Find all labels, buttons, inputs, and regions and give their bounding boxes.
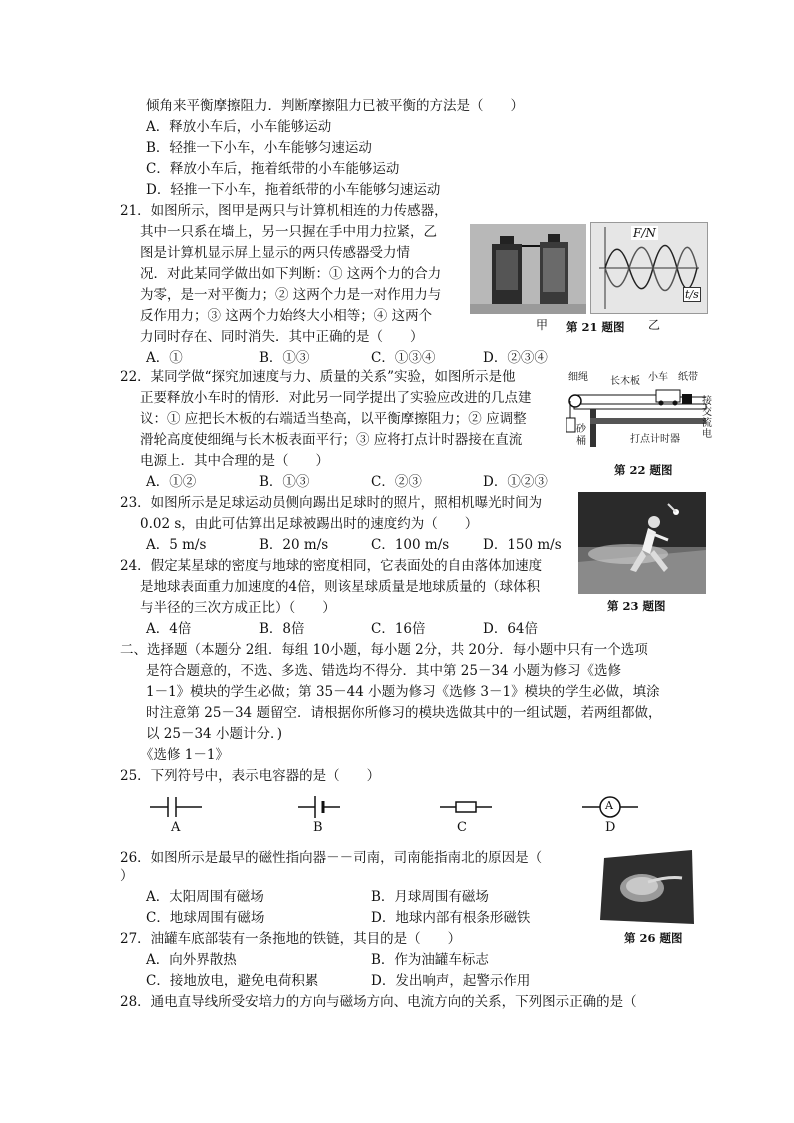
q24-line: 是地球表面重力加速度的4倍，则该星球质量是地球质量的（球体积	[140, 579, 541, 595]
q20-option-c: C．释放小车后，拖着纸带的小车能够运动	[146, 161, 400, 177]
section2-line: 时注意第 25－34 题留空．请根据你所修习的模块选做其中的一组试题，若两组都做，	[146, 705, 662, 721]
q26-option-a: A．太阳周围有磁场	[146, 889, 264, 905]
graph-ylabel: F/N	[633, 226, 656, 240]
fig26-caption: 第 26 题图	[624, 931, 683, 945]
q20-option-a: A．释放小车后，小车能够运动	[146, 119, 332, 135]
label-rope: 细绳	[568, 372, 588, 383]
q21-line: 其中一只系在墙上，另一只握在手中用力拉紧，乙	[140, 224, 437, 240]
fig21-left-label: 甲	[536, 318, 549, 332]
fig23-caption: 第 23 题图	[607, 599, 666, 613]
q25-line: 25．下列符号中，表示电容器的是（ ）	[120, 768, 381, 784]
label-sand: 砂	[576, 424, 586, 435]
q21-line: 反作用力；③ 这两个力始终大小相等；④ 这两个	[140, 308, 433, 324]
q24-line: 24．假定某星球的密度与地球的密度相同，它表面处的自由落体加速度	[120, 558, 543, 574]
q27-option-d: D．发出响声，起警示作用	[371, 973, 531, 989]
fig22-caption: 第 22 题图	[614, 463, 673, 477]
apparatus-diagram	[566, 366, 714, 462]
section2-line: 1－1》模块的学生必做；第 35－44 小题为修习《选修 3－1》模块的学生必做，填涂	[146, 684, 660, 700]
q22-line: 正要释放小车时的情形．对此另一同学提出了实验应改进的几点建	[140, 390, 532, 406]
label-board: 长木板	[610, 376, 640, 387]
q26-option-b: B．月球周围有磁场	[371, 889, 489, 905]
q23-option-c: C．100 m/s	[371, 537, 450, 553]
q23-option-a: A．5 m/s	[146, 537, 207, 553]
q27-option-b: B．作为油罐车标志	[371, 952, 489, 968]
q21-line: 图是计算机显示屏上显示的两只传感器受力情	[140, 245, 410, 261]
soccer-photo	[578, 492, 706, 594]
q22-option-a: A．①②	[146, 474, 197, 490]
q21-line: 21．如图所示，图甲是两只与计算机相连的力传感器，	[120, 203, 448, 219]
label-timer: 打点计时器	[630, 434, 680, 445]
symbol-label-a: A	[171, 820, 181, 835]
force-time-graph	[590, 222, 708, 314]
section2-line: 以 25－34 小题计分．)	[146, 726, 282, 742]
label-tape: 纸带	[678, 372, 698, 383]
symbol-label-d: D	[605, 820, 616, 835]
q24-option-c: C．16倍	[371, 621, 426, 637]
section2-line: 二、选择题（本题分 2组．每组 10小题，每小题 2分，共 20分．每小题中只有一个选项	[120, 642, 648, 658]
label-cart: 小车	[648, 372, 668, 383]
q23-option-b: B．20 m/s	[259, 537, 329, 553]
label-bucket: 桶	[576, 436, 586, 447]
q21-option-b: B．①③	[259, 350, 310, 366]
q27-line: 27．油罐车底部装有一条拖地的铁链，其目的是（ ）	[120, 931, 462, 947]
q23-option-d: D．150 m/s	[483, 537, 562, 553]
q20-option-b: B．轻推一下小车，小车能够匀速运动	[146, 140, 372, 156]
q22-option-c: C．②③	[371, 474, 422, 490]
fig21-caption: 第 21 题图	[566, 320, 625, 334]
q26-option-c: C．地球周围有磁场	[146, 910, 265, 926]
q21-option-a: A．①	[146, 350, 183, 366]
q21-line: 为零，是一对平衡力；② 这两个力是一对作用力与	[140, 287, 442, 303]
q22-line: 滑轮高度使细绳与长木板表面平行；③ 应将打点计时器接在直流	[140, 432, 523, 448]
symbol-label-c: C	[457, 820, 467, 835]
q27-option-c: C．接地放电，避免电荷积累	[146, 973, 319, 989]
q21-line: 况．对此某同学做出如下判断：① 这两个力的合力	[140, 266, 442, 282]
q23-line: 0.02 s，由此可估算出足球被踢出时的速度约为（ ）	[140, 516, 479, 532]
q20-line: 倾角来平衡摩擦阻力．判断摩擦阻力已被平衡的方法是（ ）	[146, 98, 524, 114]
q21-option-d: D．②③④	[483, 350, 548, 366]
q23-line: 23．如图所示是足球运动员侧向踢出足球时的照片，照相机曝光时间为	[120, 495, 543, 511]
q27-option-a: A．向外界散热	[146, 952, 237, 968]
sinan-compass-photo	[598, 848, 698, 926]
q21-option-c: C．①③④	[371, 350, 436, 366]
label-ac: 接 交 流 电	[702, 396, 712, 440]
q22-line: 议：① 应把长木板的右端适当垫高，以平衡摩擦阻力；② 应调整	[140, 411, 527, 427]
q22-line: 22．某同学做“探究加速度与力、质量的关系”实验，如图所示是他	[120, 369, 516, 385]
q22-option-b: B．①③	[259, 474, 310, 490]
q24-option-a: A．4倍	[146, 621, 192, 637]
fig21-right-label: 乙	[648, 318, 661, 332]
module-title: 《选修 1－1》	[140, 747, 229, 763]
ammeter-icon-label: A	[605, 799, 613, 812]
q28-line: 28．通电直导线所受安培力的方向与磁场方向、电流方向的关系，下列图示正确的是（	[120, 994, 637, 1010]
symbol-label-b: B	[313, 820, 323, 835]
q24-option-b: B．8倍	[259, 621, 305, 637]
q24-line: 与半径的三次方成正比）（ ）	[140, 600, 336, 616]
force-sensor-photo	[470, 224, 586, 314]
circuit-symbols	[140, 792, 660, 822]
q22-option-d: D．①②③	[483, 474, 548, 490]
q20-option-d: D．轻推一下小车，拖着纸带的小车能够匀速运动	[146, 182, 441, 198]
q22-line: 电源上．其中合理的是（ ）	[140, 453, 329, 469]
q26-option-d: D．地球内部有根条形磁铁	[371, 910, 531, 926]
graph-xlabel: t/s	[685, 288, 699, 301]
q26-line: 26．如图所示是最早的磁性指向器－－司南，司南能指南北的原因是（	[120, 850, 543, 866]
section2-line: 是符合题意的，不选、多选、错选均不得分．其中第 25－34 小题为修习《选修	[146, 663, 621, 679]
q21-line: 力同时存在、同时消失．其中正确的是（ ）	[140, 329, 424, 345]
q26-line: ）	[120, 868, 134, 884]
q24-option-d: D．64倍	[483, 621, 539, 637]
